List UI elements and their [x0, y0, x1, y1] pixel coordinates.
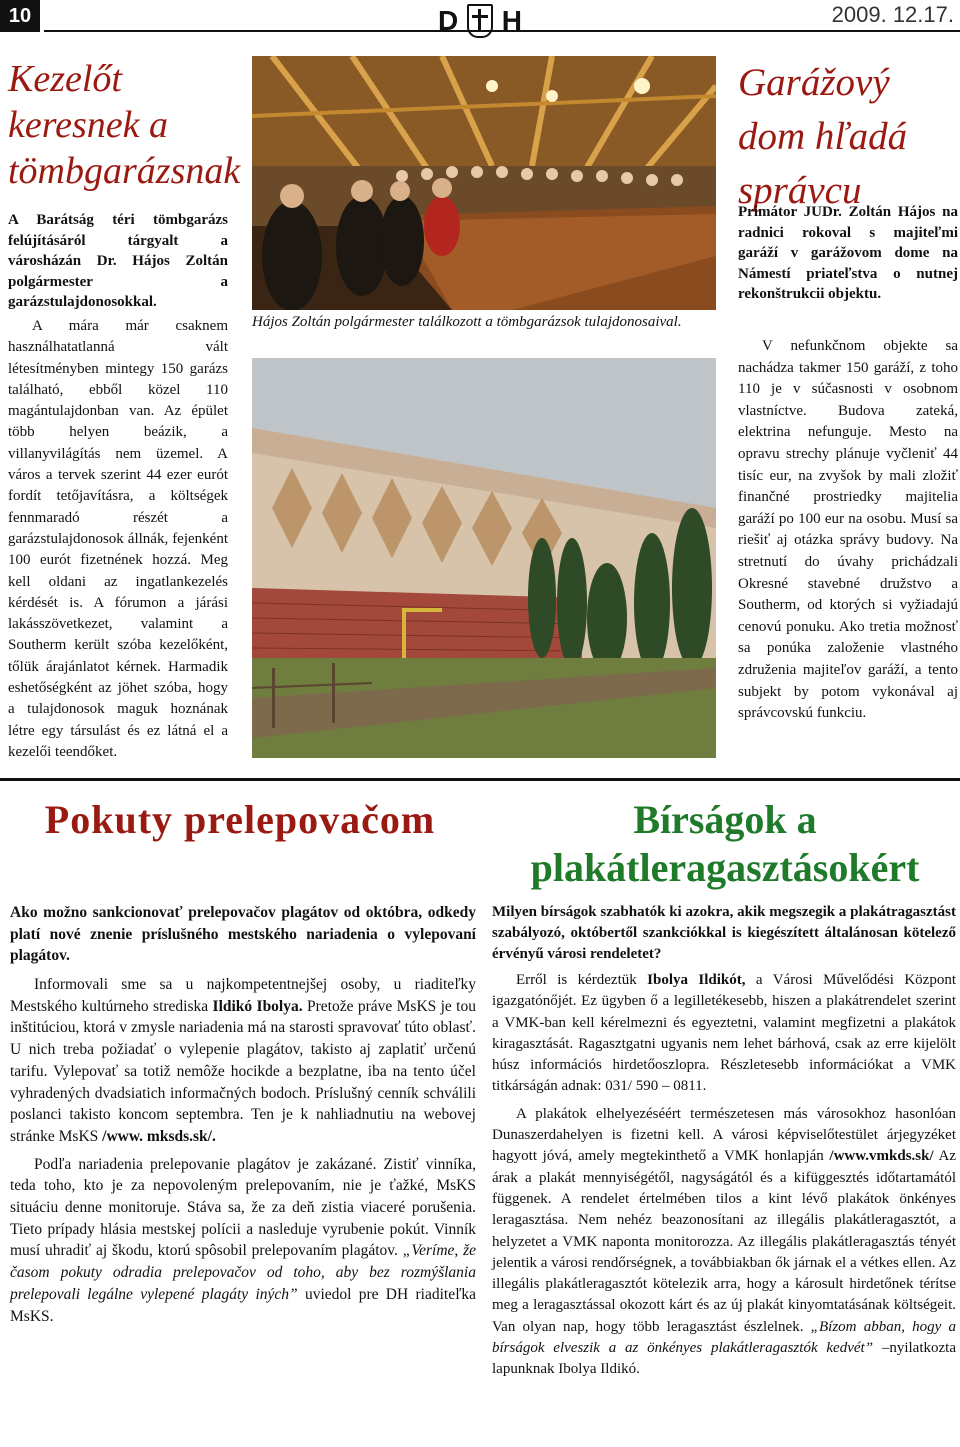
hu-article-body [8, 316, 228, 763]
photo-caption: Hájos Zoltán polgármester találkozott a tömbgarázsok tulajdonosaival. [252, 314, 682, 330]
hu-article-lead: A Barátság téri tömbgarázs felújításáról tárgyalt a városházán Dr. Hájos Zoltán polgármester a garázstulajdonosokkal. [8, 212, 228, 310]
sk-fines-lead: Ako možno sankcionovať prelepovačov plagátov od októbra, odkedy platí nové znenie príslušného mestského nariadenia o vylepovaní plagátov. [10, 904, 476, 964]
hu-fines-p2-text-a: A plakátok elhelyezéséért természetesen más városokhoz hasonlóan Dunaszerdahelyen is fizetni kell. A városi képviselőtestület árjegyzéket hagyott jóvá, amely megtekinthető a VMK honlapján [492, 1105, 956, 1165]
sk-article-paragraph: V nefunkčnom objekte sa nachádza takmer 150 garáží, z toho 110 je v súčasnosti v osobnom vlastníctve. Budova zateká, elektrina nefunguje. Mesto na opravu strechy plánuje vyčleniť 44 tisíc eur, na zvyšok by mali zložiť finančné prostriedky majitelia garáží po 100 eur na osobu. Musí sa riešiť aj otázka správy budovy. Na stretnutí do úvahy prichádzali Okresné stavebné družstvo a Southerm, od ktorých si vyžiadajú cenovú ponuku. Ako tretia možnosť sa ponúka založenie vlastného združenia majiteľov garáží, a tento subjekt by potom vykonával aj správcovskú funkciu. [738, 338, 958, 722]
hu-fines-person-name: Ibolya Ildikót, [647, 972, 746, 988]
section-divider [0, 778, 960, 781]
coat-of-arms-icon [467, 4, 493, 38]
logo-letter-h: H [501, 5, 522, 36]
hu-fines-lead: Milyen bírságok szabhatók ki azokra, akik megszegik a plakátragasztást szabályozó, októbertől szankciókkal is kiegészített általánosan kötelező érvényű városi rendeletet? [492, 904, 956, 962]
hu-fines-p1-text-b: a Városi Művelődési Központ igazgatónőjét. Ez ügyben ő a legilletékesebb, hiszen a plakátrendelet szerint a VMK-ban kell kérelmezni és egyeztetni, valamint megfizetni a plakátok kiragasztását. Ragasztgatni ugyanis nem lehet bárhová, csak az erre kijelölt húsz információs hirdetőoszlopra. Részletesebb információkat a VMK titkárságán adnak: 031/ 590 – 0811. [492, 972, 956, 1095]
sk-article-lead: Primátor JUDr. Zoltán Hájos na radnici rokoval s majiteľmi garáží v garážovom dome na Námestí priateľstva o nutnej rekonštrukcii objektu. [738, 204, 958, 302]
page-number: 10 [0, 0, 40, 32]
hu-fines-p2-text-b: Az árak a plakát mennyiségétől, nagyságától és a kifüggesztés időtartamától függenek. A rendelet értelmében tilos a kint lévő plakátok önkényes leragasztása. Nem nehéz beazonosítani az illegális plakátleragasztót, a helyzetet a VMK naponta monitorozza. Az illegális plakátleragasztás tényét jelentik a városi rendőrségnek, a továbbiakban ők járnak el a vétkes ellen. Az illegális plakátleragasztót kötelezik arra, hogy a károsult hirdetőnek térítse meg a leragasztással okozott kárt és az új plakát kinyomtatásának költségeit. Van olyan nap, hogy több leragasztást észlelnek. [492, 1148, 956, 1335]
sk-fines-p2-text-a: Podľa nariadenia prelepovanie plagátov je zakázané. Zistiť vinníka, teda toho, kto je za nepovoleným prelepovaním, nie je ťažké, MsKS situáciu denne monitoruje. Stáva sa, že za deň zistia viaceré porušenia. Tieto prípady hlásia mestskej polícii a nasleduje vyrubenie pokút. Vinník musí uhradiť aj škodu, ktorú spôsobil prelepovaním plagátov. [10, 1155, 476, 1260]
garage-building-photo [252, 358, 716, 758]
sk-fines-person-name: Ildikó Ibolya. [212, 997, 303, 1015]
hu-article-title: Kezelőt keresnek a tömbgarázsnak [8, 58, 241, 192]
hu-fines-p1-text-a: Erről is kérdeztük [516, 972, 648, 988]
sk-fines-body [10, 974, 476, 1327]
sk-fines-quote: „Veríme, že časom pokuty odradia prelepovačov od toho, aby bez rozmýšlania prelepovali legálne vylepené plagáty iných” [10, 1242, 476, 1303]
sk-fines-p2-text-b: uviedol pre DH riaditeľka MsKS. [10, 1285, 476, 1325]
hu-fines-title: Bírságok a plakátleragasztásokért [530, 797, 920, 890]
sk-fines-title: Pokuty prelepovačom [44, 797, 436, 842]
logo-letter-d: D [438, 5, 459, 36]
sk-article-title: Garážový dom hľadá správcu [738, 61, 908, 212]
sk-fines-p1-text-b: Pretože práve MsKS je tou inštitúciou, ktorá v zmysle nariadenia má na starosti spravovať túto oblasť. U nich treba požiadať o vylepenie plagátov, takisto aj zaplatiť určenú tarifu. Vylepovať sa totiž nemôže hocikde a bezplatne, iba na tento účel vyhradených dvadsiatich informačných bodoch. Príslušný cenník schválili poslanci takisto koncom septembra. Ten je k nahliadnutiu na webovej stránke MsKS [10, 997, 476, 1145]
hu-fines-p2-text-c: –nyilatkozta lapunknak Ibolya Ildikó. [492, 1340, 956, 1378]
hu-fines-paragraph-1 [492, 970, 956, 1098]
hu-fines-quote: „Bízom abban, hogy a bírságok elveszik a az önkényes plakátleragasztók kedvét” [492, 1318, 957, 1357]
hu-article-paragraph: A mára már csaknem használhatatlanná vált létesítményben mintegy 150 garázs található, ebből közel 110 magántulajdonban van. Az épület több helyen beázik, a villanyvilágítás nem üzemel. A város a tervek szerint 44 ezer eurót fordít tetőjavításra, a költségek fennmaradó részét a garázstulajdonosok állnák, fejenként 100 eurót fizetnének hozzá. Meg kell oldani az ingatlankezelés kérdését is. A fórumon a járási lakásszövetkezet, valamint a Southerm került szóba kezelőként, tőlük árajánlatot kérnek. Harmadik eshetőségként az jöhet szóba, hogy a tulajdonosok maguk hoznának létre egy társulást és ez látná el a kezelői teendőket. [8, 318, 228, 760]
issue-date: 2009. 12.17. [831, 2, 954, 27]
sk-article-body [738, 336, 958, 725]
vmkds-link[interactable]: /www.vmkds.sk/ [829, 1148, 934, 1165]
mksds-link[interactable]: /www. mksds.sk/. [102, 1127, 216, 1145]
sk-fines-p1-text-a: Informovali sme sa u najkompetentnejšej osoby, u riaditeľky Mestského kultúrneho strediska [10, 976, 476, 1015]
hu-fines-paragraph-2 [492, 1104, 956, 1381]
sk-fines-paragraph-1 [10, 974, 476, 1148]
sk-fines-paragraph-2 [10, 1154, 476, 1328]
newspaper-logo [438, 4, 522, 38]
hu-fines-body [492, 970, 956, 1381]
meeting-photo [252, 56, 716, 310]
